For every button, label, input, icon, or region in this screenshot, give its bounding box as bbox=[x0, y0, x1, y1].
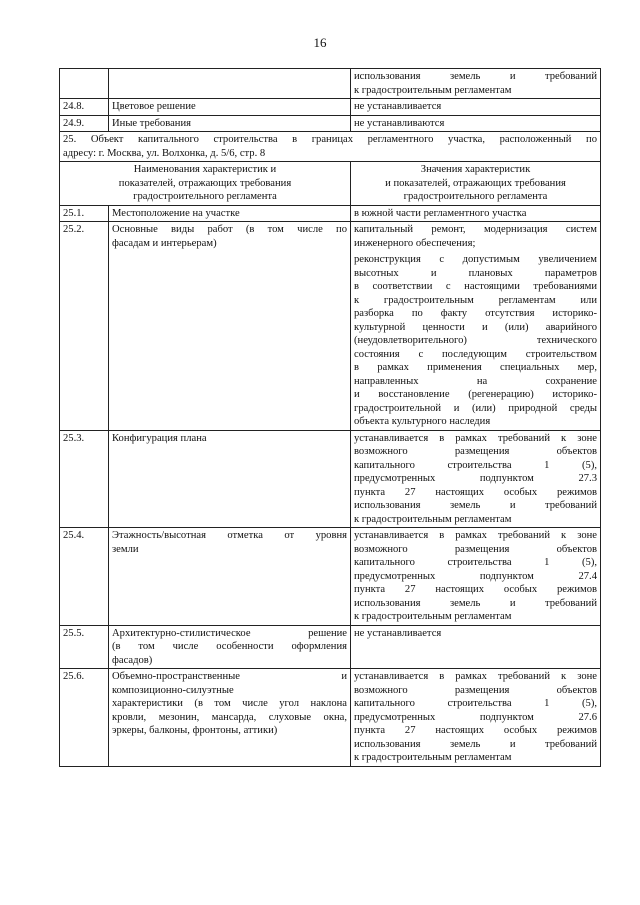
name-line: (в том числе особенности оформления bbox=[112, 641, 347, 652]
row-name bbox=[109, 69, 351, 99]
row-value bbox=[351, 528, 601, 626]
table-row bbox=[60, 222, 601, 431]
row-name bbox=[109, 205, 351, 222]
name-line: Основные виды работ (в том числе по bbox=[112, 224, 347, 235]
value-line: к градостроительным регламентам bbox=[354, 84, 512, 96]
name-line: кровли, мезонин, мансарда, слуховые окна, bbox=[112, 711, 347, 723]
row-value bbox=[351, 625, 601, 669]
row-name: Цветовое решение bbox=[109, 99, 351, 116]
row-value bbox=[351, 69, 601, 99]
value-line: использования земель и требований bbox=[354, 597, 597, 609]
name-line: Конфигурация плана bbox=[112, 432, 207, 444]
heading-line: адресу: г. Москва, ул. Волхонка, д. 5/6, стр. 8 bbox=[63, 147, 266, 159]
name-line: фасадам и интерьерам) bbox=[112, 237, 217, 249]
value-line: и восстановление (регенерацию) историко- bbox=[354, 389, 597, 400]
value-line: градостроительной и (или) природной среды bbox=[354, 402, 597, 414]
table-row bbox=[60, 205, 601, 222]
value-line: к градостроительным регламентам bbox=[354, 513, 512, 525]
row-name bbox=[109, 430, 351, 528]
name-line: земли bbox=[112, 543, 139, 555]
table-row bbox=[60, 528, 601, 626]
row-name bbox=[109, 669, 351, 767]
value-line: устанавливается в рамках требований к зоне bbox=[354, 432, 597, 444]
value-line: предусмотренных подпунктом 27.4 bbox=[354, 570, 597, 582]
value-line: в рамках применения специальных мер, bbox=[354, 362, 597, 373]
value-paragraph bbox=[354, 529, 597, 624]
value-line: предусмотренных подпунктом 27.3 bbox=[354, 473, 597, 484]
value-paragraph bbox=[354, 253, 597, 429]
value-paragraph bbox=[354, 627, 597, 641]
row-number: 25.4. bbox=[60, 528, 109, 626]
row-name bbox=[109, 528, 351, 626]
value-line: возможного размещения объектов bbox=[354, 543, 597, 555]
value-line: (неудовлетворительного) технического bbox=[354, 335, 597, 346]
row-number: 24.8. bbox=[60, 99, 109, 116]
name-line: композиционно-силуэтные bbox=[112, 684, 234, 696]
header-line: и показателей, отражающих требования bbox=[385, 177, 566, 189]
value-line: состояния с последующим строительством bbox=[354, 348, 597, 360]
column-header-row bbox=[60, 162, 601, 206]
row-number: 25.2. bbox=[60, 222, 109, 431]
value-line: к градостроительным регламентам или bbox=[354, 294, 597, 306]
value-line: реконструкция с допустимым увеличением bbox=[354, 254, 597, 265]
value-line: пункта 27 настоящих особых режимов bbox=[354, 725, 597, 736]
value-paragraph bbox=[354, 432, 597, 527]
section-25-rows bbox=[60, 205, 601, 766]
value-line: возможного размещения объектов bbox=[354, 684, 597, 696]
name-line: Местоположение на участке bbox=[112, 207, 240, 219]
section-heading bbox=[60, 132, 601, 162]
row-value: не устанавливаются bbox=[351, 115, 601, 132]
value-line: использования земель и требований bbox=[354, 738, 597, 750]
value-paragraph bbox=[354, 223, 597, 250]
row-value: не устанавливается bbox=[351, 99, 601, 116]
value-line: устанавливается в рамках требований к зоне bbox=[354, 671, 597, 682]
value-line: капитального строительства 1 (5), bbox=[354, 698, 597, 709]
row-number bbox=[60, 69, 109, 99]
value-line: возможного размещения объектов bbox=[354, 446, 597, 457]
name-line: фасадов) bbox=[112, 654, 153, 666]
value-line: пункта 27 настоящих особых режимов bbox=[354, 486, 597, 498]
row-value bbox=[351, 430, 601, 528]
value-line: не устанавливается bbox=[354, 627, 442, 639]
heading-line: 25. Объект капитального строительства в границах регламентного участка, расположенный по bbox=[63, 134, 597, 145]
value-line: высотных и плановых параметров bbox=[354, 267, 597, 279]
value-line: капитальный ремонт, модернизация систем bbox=[354, 224, 597, 235]
value-line: устанавливается в рамках требований к зоне bbox=[354, 530, 597, 541]
value-line: инженерного обеспечения; bbox=[354, 237, 476, 249]
value-paragraph bbox=[354, 670, 597, 765]
value-line: капитального строительства 1 (5), bbox=[354, 557, 597, 568]
column-header-value bbox=[351, 162, 601, 206]
row-name: Иные требования bbox=[109, 115, 351, 132]
value-paragraph bbox=[354, 207, 597, 221]
value-line: пункта 27 настоящих особых режимов bbox=[354, 584, 597, 595]
value-line: предусмотренных подпунктом 27.6 bbox=[354, 711, 597, 723]
table-row bbox=[60, 430, 601, 528]
table-row bbox=[60, 115, 601, 132]
value-line: объекта культурного наследия bbox=[354, 416, 491, 427]
name-line: эркеры, балконы, фронтоны, аттики) bbox=[112, 725, 278, 736]
value-line: разборка по факту отсутствия историко- bbox=[354, 308, 597, 319]
header-line: градостроительного регламента bbox=[403, 191, 548, 202]
page-number: 16 bbox=[313, 35, 327, 50]
row-number: 25.3. bbox=[60, 430, 109, 528]
value-line: направленных на сохранение bbox=[354, 375, 597, 387]
row-value bbox=[351, 222, 601, 431]
row-number: 24.9. bbox=[60, 115, 109, 132]
row-name bbox=[109, 222, 351, 431]
value-line: к градостроительным регламентам bbox=[354, 752, 512, 763]
row-value bbox=[351, 205, 601, 222]
row-number: 25.6. bbox=[60, 669, 109, 767]
table-row bbox=[60, 625, 601, 669]
value-line: использования земель и требований bbox=[354, 71, 597, 82]
header-line: Наименования характеристик и bbox=[133, 164, 277, 175]
value-line: к градостроительным регламентам bbox=[354, 611, 512, 622]
row-value bbox=[351, 669, 601, 767]
row-name bbox=[109, 625, 351, 669]
name-line: Архитектурно-стилистическое решение bbox=[112, 627, 347, 639]
requirements-table bbox=[59, 68, 601, 767]
table-row bbox=[60, 69, 601, 99]
row-number: 25.1. bbox=[60, 205, 109, 222]
name-line: Этажность/высотная отметка от уровня bbox=[112, 530, 347, 541]
name-line: характеристики (в том числе угол наклона bbox=[112, 698, 347, 709]
row-number: 25.5. bbox=[60, 625, 109, 669]
section-heading-row bbox=[60, 132, 601, 162]
value-line: использования земель и требований bbox=[354, 500, 597, 511]
table-row bbox=[60, 669, 601, 767]
value-line: культурной ценности и (или) аварийного bbox=[354, 321, 597, 333]
header-line: показателей, отражающих требования bbox=[118, 177, 292, 189]
value-line: в южной части регламентного участка bbox=[354, 207, 527, 219]
table-row bbox=[60, 99, 601, 116]
value-line: в соответствии с настоящими требованиями bbox=[354, 281, 597, 292]
column-header-name bbox=[60, 162, 351, 206]
header-line: Значения характеристик bbox=[420, 164, 531, 175]
header-line: градостроительного регламента bbox=[133, 191, 277, 202]
value-line: капитального строительства 1 (5), bbox=[354, 459, 597, 471]
name-line: Объемно-пространственные и bbox=[112, 671, 347, 682]
